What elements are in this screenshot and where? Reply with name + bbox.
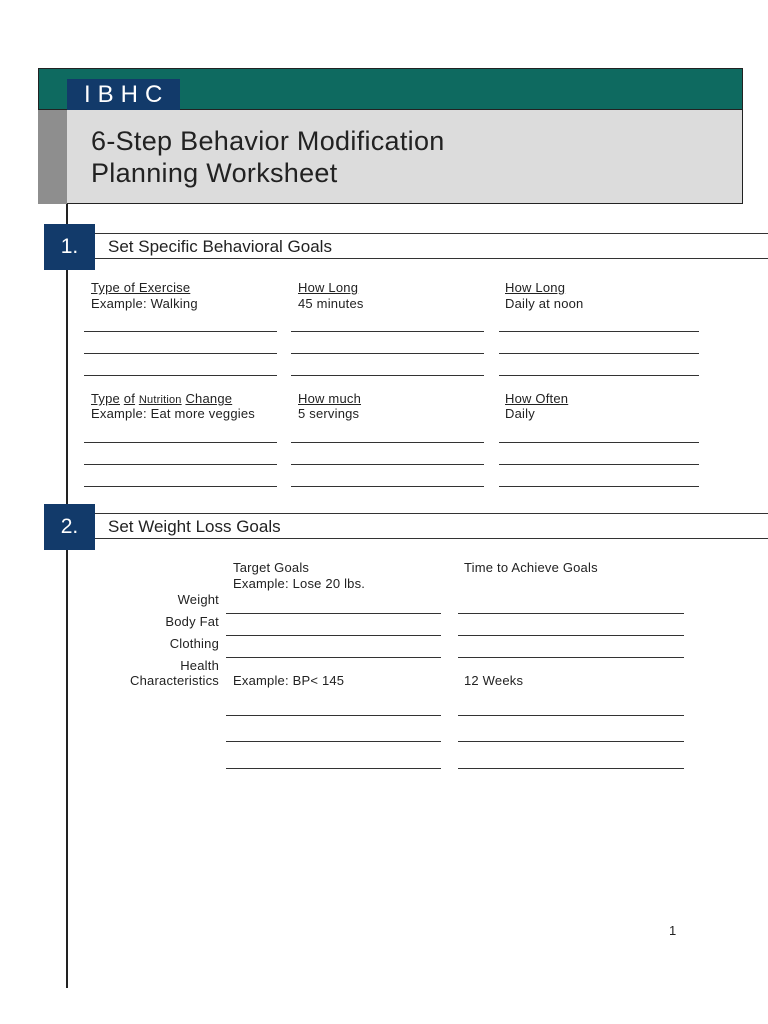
nutrition-type-example: Example: Eat more veggies	[91, 406, 255, 421]
health-time-line[interactable]	[458, 768, 684, 769]
exercise-frequency-example: Daily at noon	[505, 296, 584, 311]
exercise-type-example: Example: Walking	[91, 296, 198, 311]
nutrition-amount-header: How much	[298, 391, 362, 406]
section-1-title: Set Specific Behavioral Goals	[95, 233, 768, 259]
nutrition-type-line[interactable]	[84, 486, 277, 487]
row-label-health: Health	[180, 658, 219, 673]
health-target-line[interactable]	[226, 741, 441, 742]
exercise-type-line[interactable]	[84, 375, 277, 376]
body-fat-target-line[interactable]	[226, 635, 441, 636]
nutrition-amount-line[interactable]	[291, 486, 484, 487]
exercise-duration-line[interactable]	[291, 331, 484, 332]
health-target-line[interactable]	[226, 715, 441, 716]
nutrition-header-word-of: of	[123, 391, 136, 406]
left-margin-rule	[66, 204, 68, 988]
exercise-frequency-line[interactable]	[499, 331, 699, 332]
nutrition-frequency-line[interactable]	[499, 486, 699, 487]
clothing-target-line[interactable]	[226, 657, 441, 658]
nutrition-amount-line[interactable]	[291, 464, 484, 465]
weight-target-line[interactable]	[226, 613, 441, 614]
nutrition-type-line[interactable]	[84, 442, 277, 443]
exercise-duration-line[interactable]	[291, 353, 484, 354]
exercise-type-line[interactable]	[84, 353, 277, 354]
nutrition-frequency-example: Daily	[505, 406, 535, 421]
exercise-type-line[interactable]	[84, 331, 277, 332]
exercise-frequency-line[interactable]	[499, 375, 699, 376]
row-label-characteristics: Characteristics	[130, 673, 219, 688]
exercise-type-header: Type of Exercise	[91, 280, 191, 295]
time-to-achieve-header: Time to Achieve Goals	[464, 560, 598, 575]
exercise-duration-line[interactable]	[291, 375, 484, 376]
clothing-time-line[interactable]	[458, 657, 684, 658]
exercise-duration-example: 45 minutes	[298, 296, 364, 311]
nutrition-frequency-line[interactable]	[499, 464, 699, 465]
section-2-title: Set Weight Loss Goals	[95, 513, 768, 539]
health-time-line[interactable]	[458, 715, 684, 716]
brand-logo: IBHC	[67, 79, 180, 110]
health-target-example: Example: BP< 145	[233, 673, 345, 688]
exercise-frequency-header: How Long	[505, 280, 566, 295]
row-label-clothing: Clothing	[169, 636, 219, 651]
weight-time-line[interactable]	[458, 613, 684, 614]
title-sidebar	[38, 110, 67, 204]
exercise-duration-header: How Long	[298, 280, 359, 295]
nutrition-frequency-header: How Often	[505, 391, 569, 406]
page-title-line-2: Planning Worksheet	[91, 158, 338, 188]
page-title	[91, 125, 445, 189]
row-label-weight: Weight	[177, 592, 219, 607]
nutrition-header-word-nutrition: Nutrition	[138, 394, 182, 406]
row-label-body-fat: Body Fat	[165, 614, 219, 629]
health-time-example: 12 Weeks	[464, 673, 524, 688]
target-goals-example: Example: Lose 20 lbs.	[233, 576, 366, 591]
health-target-line[interactable]	[226, 768, 441, 769]
nutrition-amount-example: 5 servings	[298, 406, 360, 421]
health-time-line[interactable]	[458, 741, 684, 742]
section-1-number: 1.	[44, 224, 95, 270]
target-goals-header: Target Goals	[233, 560, 310, 575]
page-title-line-1: 6-Step Behavior Modification	[91, 126, 445, 156]
nutrition-type-line[interactable]	[84, 464, 277, 465]
body-fat-time-line[interactable]	[458, 635, 684, 636]
nutrition-header-word-change: Change	[185, 391, 233, 406]
section-2-number: 2.	[44, 504, 95, 550]
nutrition-header-word-type: Type	[91, 391, 120, 406]
nutrition-amount-line[interactable]	[291, 442, 484, 443]
exercise-frequency-line[interactable]	[499, 353, 699, 354]
page-number: 1	[669, 923, 677, 938]
nutrition-frequency-line[interactable]	[499, 442, 699, 443]
